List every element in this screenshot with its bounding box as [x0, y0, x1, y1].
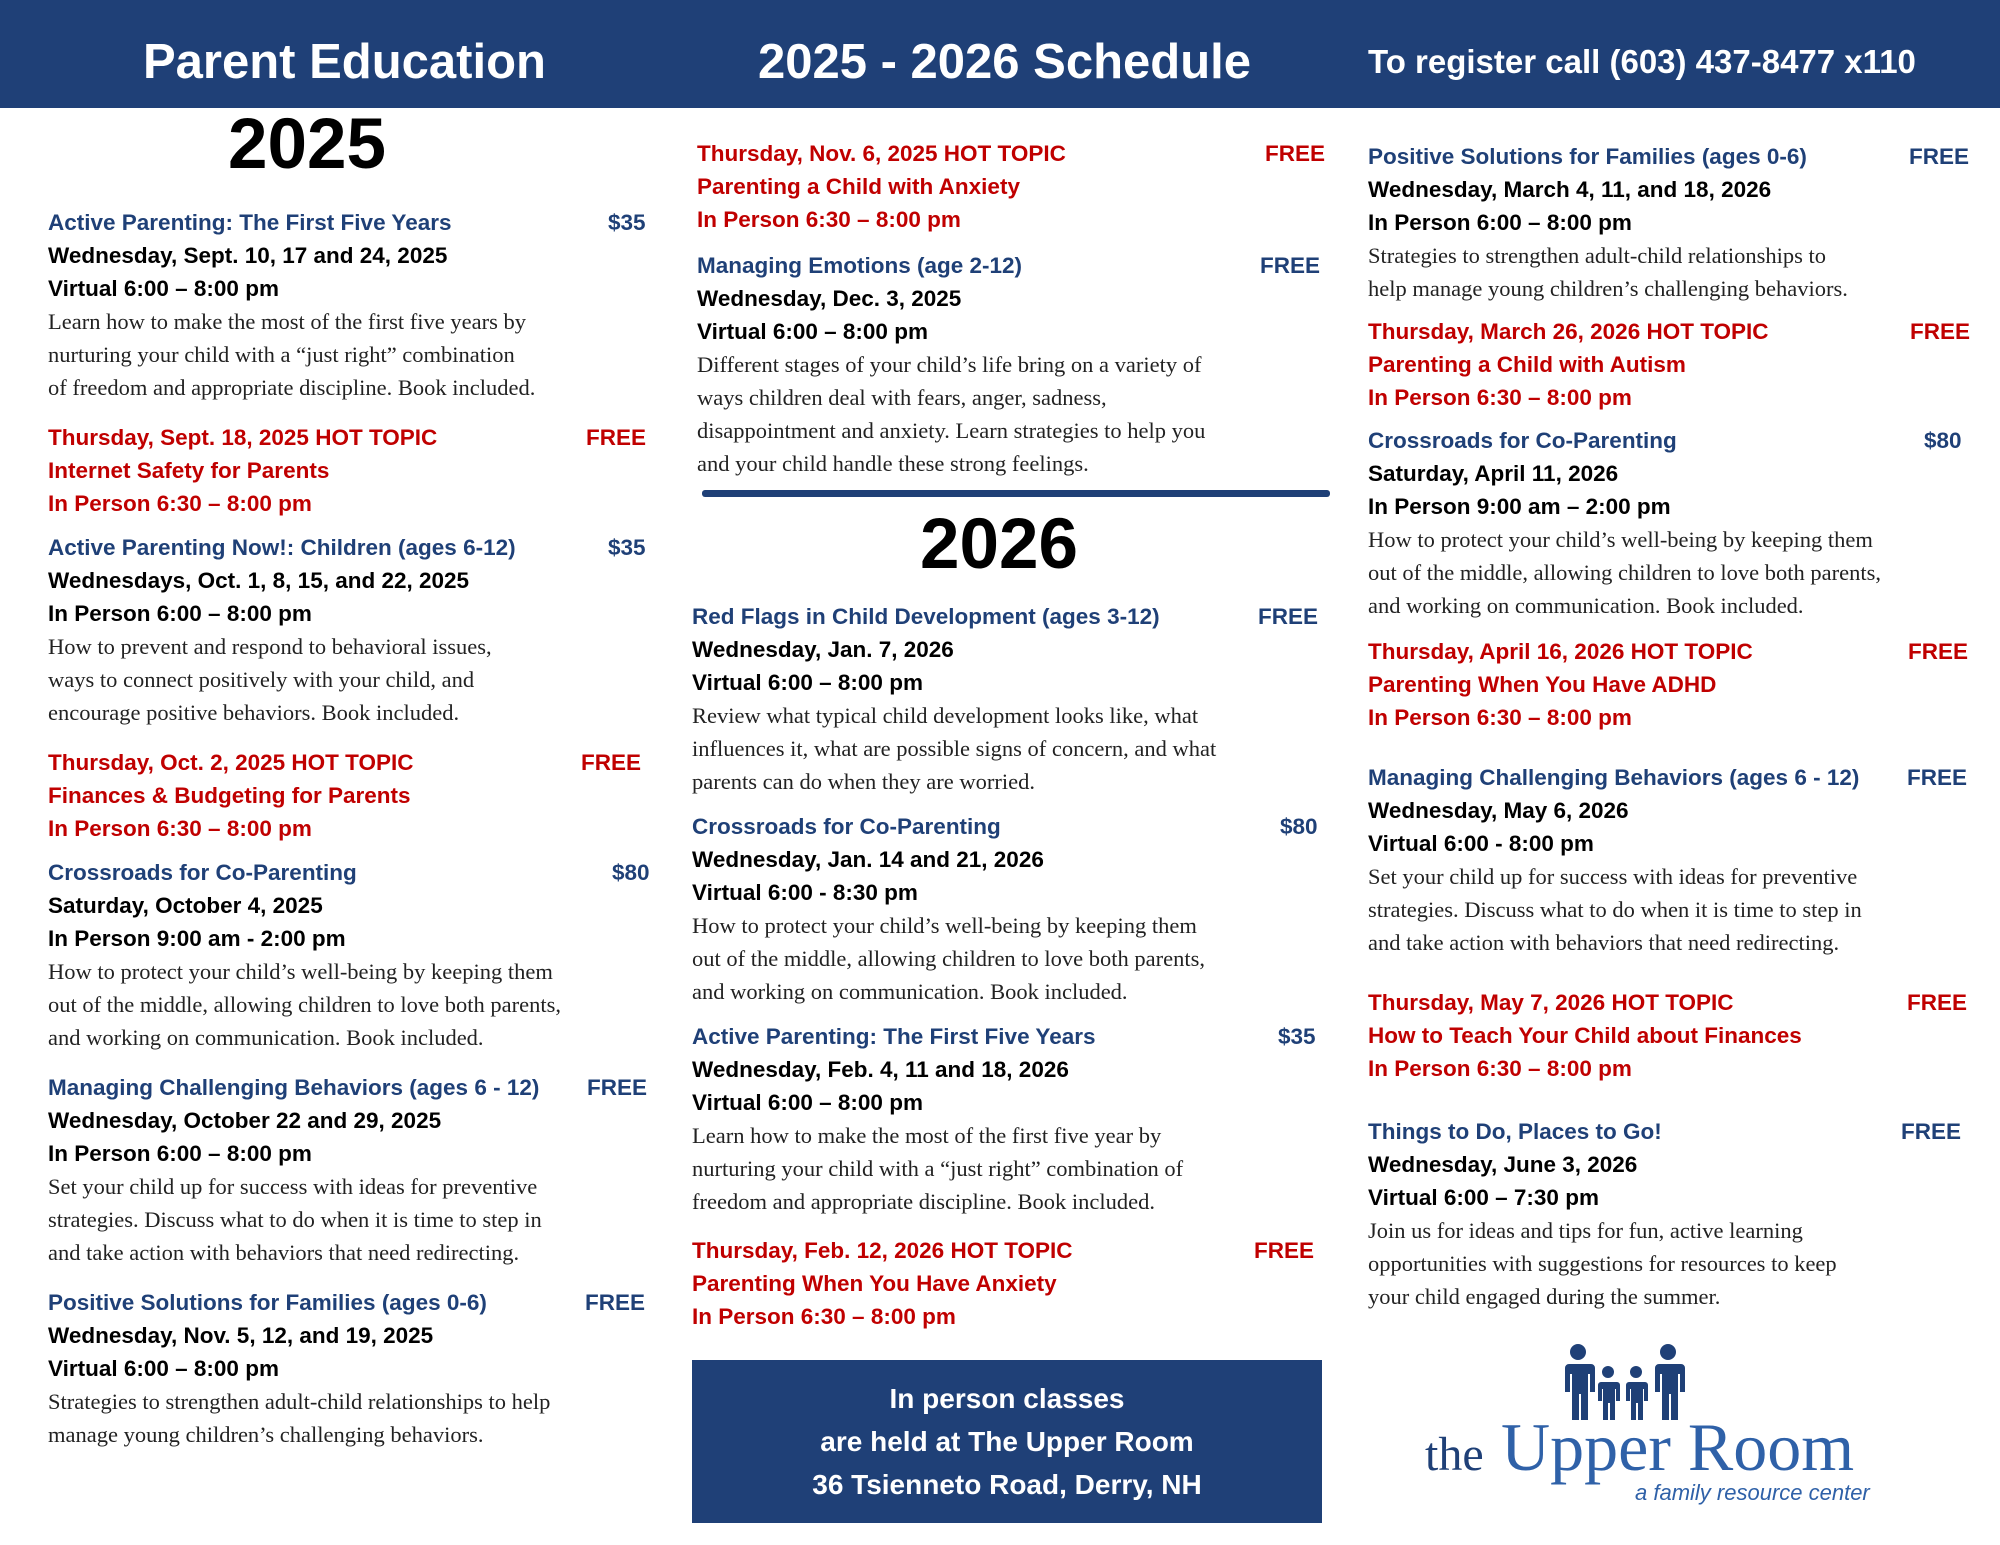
event-topic: Parenting When You Have Anxiety: [692, 1271, 1057, 1296]
event-topic: Parenting a Child with Autism: [1368, 352, 1686, 377]
event-time: In Person 6:30 – 8:00 pm: [1368, 705, 1632, 730]
event-price: $35: [608, 535, 646, 560]
event-date: Wednesday, March 4, 11, and 18, 2026: [1368, 177, 1772, 202]
event-hot-topic-finances-child: [1368, 986, 1978, 1085]
event-title: Positive Solutions for Families (ages 0-6): [48, 1290, 487, 1315]
event-description: How to protect your child’s well-being by keeping them out of the middle, allowing children to love both parents, and working on communication. Book included.: [1368, 527, 1882, 618]
event-price: FREE: [1258, 604, 1319, 629]
event-title: Active Parenting: The First Five Years: [48, 210, 452, 235]
event-date: Wednesday, Jan. 7, 2026: [692, 637, 954, 662]
event-date: Wednesday, Feb. 4, 11 and 18, 2026: [692, 1057, 1069, 1082]
event-red-flags-child-development: [692, 600, 1322, 798]
event-crossroads-co-parenting-jan-2026: [692, 810, 1322, 1008]
location-info-box: [692, 1360, 1322, 1523]
event-price: $80: [612, 860, 650, 885]
event-price: $35: [1278, 1024, 1316, 1049]
event-time: Virtual 6:00 - 8:30 pm: [692, 880, 918, 905]
event-title: Red Flags in Child Development (ages 3-12): [692, 604, 1160, 629]
event-time: In Person 6:00 – 8:00 pm: [48, 601, 312, 626]
location-line-1: In person classes: [889, 1383, 1125, 1414]
event-price: FREE: [1260, 253, 1321, 278]
event-time: In Person 6:30 – 8:00 pm: [1368, 385, 1632, 410]
event-hot-topic-parenting-anxiety: [692, 1234, 1322, 1333]
event-description: Learn how to make the most of the first five year by nurturing your child with a “just right” combination of freedom and appropriate discipline. Book included.: [692, 1123, 1184, 1214]
event-description: Set your child up for success with ideas for preventive strategies. Discuss what to do when it is time to step in and take action with behaviors that need redirecting.: [1368, 864, 1862, 955]
event-price: FREE: [1254, 1238, 1315, 1263]
event-time: In Person 6:30 – 8:00 pm: [1368, 1056, 1632, 1081]
event-title: Crossroads for Co-Parenting: [692, 814, 1001, 839]
event-hot-topic-internet-safety: [48, 421, 660, 520]
event-time: In Person 6:30 – 8:00 pm: [692, 1304, 956, 1329]
event-active-parenting-now: [48, 531, 660, 729]
header-schedule: 2025 - 2026 Schedule: [758, 35, 1252, 89]
event-date: Wednesday, Jan. 14 and 21, 2026: [692, 847, 1044, 872]
event-title: Managing Challenging Behaviors (ages 6 - 12): [48, 1075, 540, 1100]
event-date: Wednesday, Sept. 10, 17 and 24, 2025: [48, 243, 448, 268]
header-title: Parent Education: [143, 35, 546, 89]
event-date: Wednesday, June 3, 2026: [1368, 1152, 1638, 1177]
event-topic: Finances & Budgeting for Parents: [48, 783, 411, 808]
event-description: How to prevent and respond to behavioral issues, ways to connect positively with your child, and encourage positive behaviors. Book included.: [48, 634, 492, 725]
upper-room-logo: [1425, 1340, 1905, 1510]
event-description: Strategies to strengthen adult-child relationships to help manage young children’s challenging behaviors.: [48, 1389, 551, 1447]
event-topic: Parenting When You Have ADHD: [1368, 672, 1717, 697]
event-price: $35: [608, 210, 646, 235]
event-title: Thursday, Oct. 2, 2025 HOT TOPIC: [48, 750, 414, 775]
header-register-phone[interactable]: To register call (603) 437-8477 x110: [1368, 43, 1916, 80]
event-description: Learn how to make the most of the first five years by nurturing your child with a “just right” combination of freedom and appropriate discipline. Book included.: [48, 309, 536, 400]
event-price: FREE: [586, 425, 647, 450]
year-2025-heading: 2025: [228, 105, 386, 184]
event-time: In Person 6:30 – 8:00 pm: [48, 491, 312, 516]
event-title: Thursday, March 26, 2026 HOT TOPIC: [1368, 319, 1769, 344]
event-topic: How to Teach Your Child about Finances: [1368, 1023, 1802, 1048]
event-positive-solutions-2025: [48, 1286, 660, 1451]
event-topic: Internet Safety for Parents: [48, 458, 330, 483]
event-date: Saturday, April 11, 2026: [1368, 461, 1619, 486]
event-title: Active Parenting Now!: Children (ages 6-12): [48, 535, 516, 560]
event-description: How to protect your child’s well-being by keeping them out of the middle, allowing children to love both parents, and working on communication. Book included.: [692, 913, 1206, 1004]
event-things-to-do: [1368, 1115, 1978, 1313]
event-date: Wednesday, Dec. 3, 2025: [697, 286, 962, 311]
event-price: FREE: [587, 1075, 648, 1100]
event-title: Thursday, Sept. 18, 2025 HOT TOPIC: [48, 425, 438, 450]
event-time: Virtual 6:00 – 8:00 pm: [697, 319, 928, 344]
event-managing-emotions: [697, 249, 1322, 480]
event-title: Thursday, Nov. 6, 2025 HOT TOPIC: [697, 141, 1066, 166]
event-title: Managing Challenging Behaviors (ages 6 - 12): [1368, 765, 1860, 790]
event-crossroads-co-parenting-apr-2026: [1368, 424, 1978, 622]
event-active-parenting-first-five-2025: [48, 206, 660, 404]
year-2026-heading: 2026: [920, 505, 1078, 584]
event-title: Active Parenting: The First Five Years: [692, 1024, 1096, 1049]
section-divider: [702, 490, 1330, 497]
location-line-2: are held at The Upper Room: [820, 1426, 1194, 1457]
event-time: In Person 9:00 am – 2:00 pm: [1368, 494, 1671, 519]
event-positive-solutions-2026: [1368, 140, 1978, 305]
event-date: Wednesday, Nov. 5, 12, and 19, 2025: [48, 1323, 434, 1348]
event-active-parenting-first-five-2026: [692, 1020, 1322, 1218]
event-hot-topic-adhd: [1368, 635, 1978, 734]
event-title: Thursday, April 16, 2026 HOT TOPIC: [1368, 639, 1753, 664]
event-price: FREE: [1908, 639, 1969, 664]
event-title: Thursday, May 7, 2026 HOT TOPIC: [1368, 990, 1734, 1015]
location-address: 36 Tsienneto Road, Derry, NH: [812, 1469, 1202, 1500]
event-time: In Person 6:30 – 8:00 pm: [697, 207, 961, 232]
event-topic: Parenting a Child with Anxiety: [697, 174, 1020, 199]
event-time: Virtual 6:00 – 7:30 pm: [1368, 1185, 1599, 1210]
event-price: FREE: [1901, 1119, 1962, 1144]
event-date: Wednesday, May 6, 2026: [1368, 798, 1629, 823]
event-date: Saturday, October 4, 2025: [48, 893, 323, 918]
header-banner: [0, 0, 2000, 108]
event-price: FREE: [1909, 144, 1970, 169]
event-description: Review what typical child development looks like, what influences it, what are possible signs of concern, and what parents can do when they are worried.: [692, 703, 1217, 794]
event-time: In Person 9:00 am - 2:00 pm: [48, 926, 346, 951]
event-time: Virtual 6:00 - 8:00 pm: [1368, 831, 1594, 856]
event-time: Virtual 6:00 – 8:00 pm: [692, 670, 923, 695]
event-description: Join us for ideas and tips for fun, active learning opportunities with suggestions for resources to keep your child engaged during the summer.: [1368, 1218, 1837, 1309]
event-time: Virtual 6:00 – 8:00 pm: [48, 1356, 279, 1381]
event-price: FREE: [1907, 765, 1968, 790]
event-price: $80: [1280, 814, 1318, 839]
event-hot-topic-finances-budgeting: [48, 746, 660, 845]
event-time: In Person 6:00 – 8:00 pm: [48, 1141, 312, 1166]
event-price: FREE: [1907, 990, 1968, 1015]
event-time: Virtual 6:00 – 8:00 pm: [692, 1090, 923, 1115]
logo-upper-room: Upper Room: [1501, 1409, 1855, 1485]
event-managing-challenging-behaviors-2026: [1368, 761, 1978, 959]
event-description: Different stages of your child’s life bring on a variety of ways children deal with fears, anger, sadness, disappointment and anxiety. Learn strategies to help you and your child handle these strong feelings.: [697, 352, 1206, 476]
event-price: FREE: [1265, 141, 1326, 166]
event-price: $80: [1924, 428, 1962, 453]
event-price: FREE: [581, 750, 642, 775]
event-title: Crossroads for Co-Parenting: [1368, 428, 1677, 453]
event-description: Strategies to strengthen adult-child relationships to help manage young children’s challenging behaviors.: [1368, 243, 1848, 301]
event-title: Thursday, Feb. 12, 2026 HOT TOPIC: [692, 1238, 1073, 1263]
event-title: Things to Do, Places to Go!: [1368, 1119, 1662, 1144]
event-date: Wednesdays, Oct. 1, 8, 15, and 22, 2025: [48, 568, 470, 593]
event-crossroads-co-parenting-2025: [48, 856, 660, 1054]
event-time: In Person 6:30 – 8:00 pm: [48, 816, 312, 841]
event-title: Managing Emotions (age 2-12): [697, 253, 1023, 278]
event-description: Set your child up for success with ideas for preventive strategies. Discuss what to do when it is time to step in and take action with behaviors that need redirecting.: [48, 1174, 542, 1265]
logo-the: the: [1425, 1428, 1484, 1481]
event-hot-topic-child-anxiety: [697, 137, 1326, 236]
event-title: Positive Solutions for Families (ages 0-6): [1368, 144, 1807, 169]
event-date: Wednesday, October 22 and 29, 2025: [48, 1108, 442, 1133]
event-description: How to protect your child’s well-being by keeping them out of the middle, allowing children to love both parents, and working on communication. Book included.: [48, 959, 562, 1050]
event-hot-topic-autism: [1368, 315, 1978, 414]
event-time: Virtual 6:00 – 8:00 pm: [48, 276, 279, 301]
event-price: FREE: [585, 1290, 646, 1315]
event-price: FREE: [1910, 319, 1971, 344]
event-managing-challenging-behaviors-2025: [48, 1071, 660, 1269]
event-title: Crossroads for Co-Parenting: [48, 860, 357, 885]
event-time: In Person 6:00 – 8:00 pm: [1368, 210, 1632, 235]
logo-tagline: a family resource center: [1635, 1480, 1870, 1505]
